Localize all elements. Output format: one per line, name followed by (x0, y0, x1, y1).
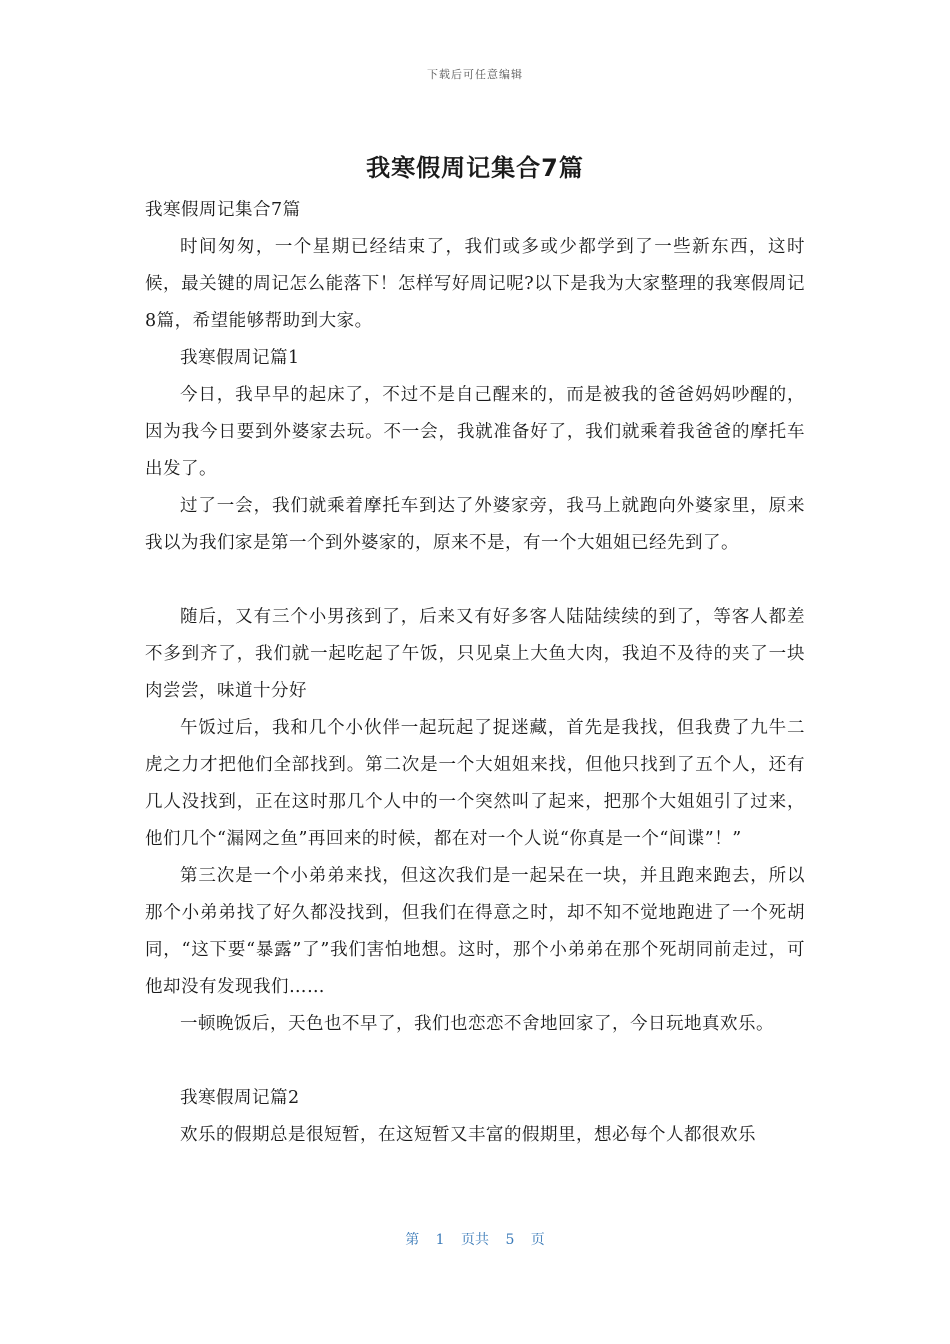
section-heading-1: 我寒假周记篇1 (180, 348, 300, 368)
page-footer: 第 1 页共 5 页 (405, 1232, 545, 1248)
body-paragraph: 随后，又有三个小男孩到了，后来又有好多客人陆陆续续的到了，等客人都差不多到齐了，我们就一起吃起了午饭，只见桌上大鱼大肉，我迫不及待的夹了一块肉尝尝，味道十分好 (145, 607, 805, 701)
intro-paragraph: 时间匆匆，一个星期已经结束了，我们或多或少都学到了一些新东西，这时候，最关键的周记怎么能落下！怎样写好周记呢?以下是我为大家整理的我寒假周记8篇，希望能够帮助到大家。 (145, 237, 805, 331)
document-title: 我寒假周记集合7篇 (366, 154, 584, 182)
section-heading-2: 我寒假周记篇2 (180, 1088, 300, 1108)
header-note: 下载后可任意编辑 (427, 68, 523, 81)
body-paragraph: 第三次是一个小弟弟来找，但这次我们是一起呆在一块，并且跑来跑去，所以那个小弟弟找了好久都没找到，但我们在得意之时，却不知不觉地跑进了一个死胡同，“这下要“暴露”了”我们害怕地想。这时，那个小弟弟在那个死胡同前走过，可他却没有发现我们…… (145, 866, 805, 997)
body-paragraph: 午饭过后，我和几个小伙伴一起玩起了捉迷藏，首先是我找，但我费了九牛二虎之力才把他们全部找到。第二次是一个大姐姐来找，但他只找到了五个人，还有几人没找到，正在这时那几个人中的一个突然叫了起来，把那个大姐姐引了过来，他们几个“漏网之鱼”再回来的时候，都在对一个人说“你真是一个“间谍”！” (145, 718, 805, 849)
subtitle-line: 我寒假周记集合7篇 (145, 200, 301, 220)
document-body (145, 192, 805, 1154)
body-paragraph: 过了一会，我们就乘着摩托车到达了外婆家旁，我马上就跑向外婆家里，原来我以为我们家是第一个到外婆家的，原来不是，有一个大姐姐已经先到了。 (145, 496, 805, 553)
body-paragraph: 一顿晚饭后，天色也不早了，我们也恋恋不舍地回家了，今日玩地真欢乐。 (180, 1014, 774, 1034)
body-paragraph: 欢乐的假期总是很短暂，在这短暂又丰富的假期里，想必每个人都很欢乐 (180, 1125, 756, 1145)
body-paragraph: 今日，我早早的起床了，不过不是自己醒来的，而是被我的爸爸妈妈吵醒的，因为我今日要到外婆家去玩。不一会，我就准备好了，我们就乘着我爸爸的摩托车出发了。 (145, 385, 805, 479)
